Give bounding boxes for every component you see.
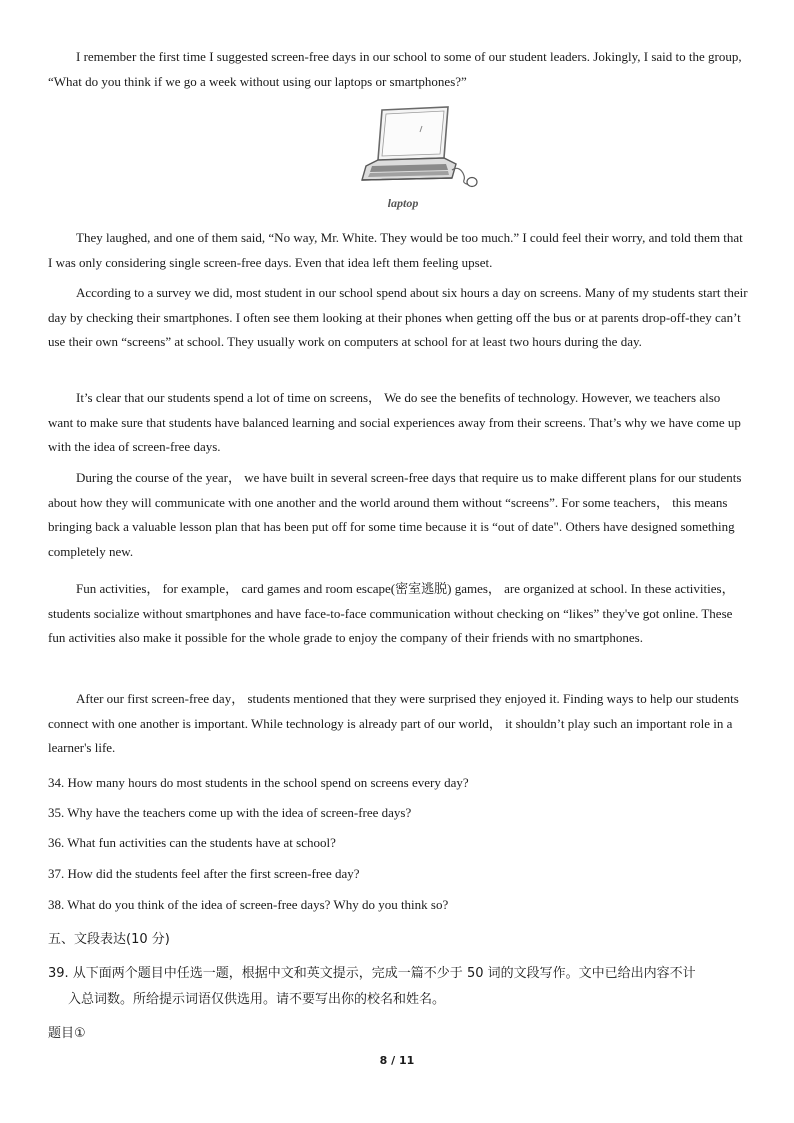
passage-paragraph-6: Fun activities， for example， card games and room escape(密室逃脱) games， are organized at school. In these activities， students socialize without smartphones and have face-to-face communication without checking on “likes” they've got online. These fun activities also make it possible for the whole grade to enjoy the company of their friends with no smartphones. (48, 581, 735, 645)
passage-paragraph-1: I remember the first time I suggested screen-free days in our school to some of our student leaders. Jokingly, I said to the group, “What do you think if we go a week without using our laptops or smartphones?” (48, 49, 742, 89)
topic-label: 题目① (48, 1026, 86, 1041)
passage-paragraph-4: It’s clear that our students spend a lot of time on screens， We do see the benefits of technology. However, we teachers also want to make sure that students have balanced learning and social experiences away from their screens. That’s why we have come up with the idea of screen-free days. (48, 390, 741, 454)
question-39-line-2: 入总词数。所给提示词语仅供选用。请不要写出你的校名和姓名。 (68, 992, 446, 1007)
figure-caption: laptop (387, 196, 419, 210)
passage-paragraph-3: According to a survey we did, most student in our school spend about six hours a day on screens. Many of my students start their day by checking their smartphones. I often see them looking at their phones when getting off the bus or at parents drop-off-they can’t use their own “screens” at school. They usually work on computers at school for at least two hours during the day. (48, 285, 748, 349)
section-heading: 五、文段表达(10 分) (48, 932, 170, 947)
laptop-icon (348, 104, 480, 204)
passage-paragraph-7: After our first screen-free day， students mentioned that they were surprised they enjoyed it. Finding ways to help our students connect with one another is important. While technology is already part of our world， it shouldn’t play such an important role in a learner's life. (48, 691, 739, 755)
passage-paragraph-5: During the course of the year， we have built in several screen-free days that require us to make different plans for our students about how they will communicate with one another and the world around them without “screens”. For some teachers， this means bringing back a valuable lesson plan that has been put off for some time because it is “out of date". Others have designed something completely new. (48, 470, 742, 559)
question-38: 38. What do you think of the idea of screen-free days? Why do you think so? (48, 897, 449, 912)
question-37: 37. How did the students feel after the first screen-free day? (48, 866, 360, 881)
question-34: 34. How many hours do most students in the school spend on screens every day? (48, 775, 469, 790)
question-39-line-1: 39. 从下面两个题目中任选一题，根据中文和英文提示，完成一篇不少于 50 词的文段写作。文中已给出内容不计 (48, 966, 696, 981)
question-35: 35. Why have the teachers come up with the idea of screen-free days? (48, 805, 412, 820)
question-36: 36. What fun activities can the students have at school? (48, 835, 336, 850)
passage-paragraph-2: They laughed, and one of them said, “No way, Mr. White. They would be too much.” I could feel their worry, and told them that I was only considering single screen-free days. Even that idea left them feeling upset. (48, 230, 743, 270)
page-number: 8 / 11 (379, 1054, 415, 1067)
